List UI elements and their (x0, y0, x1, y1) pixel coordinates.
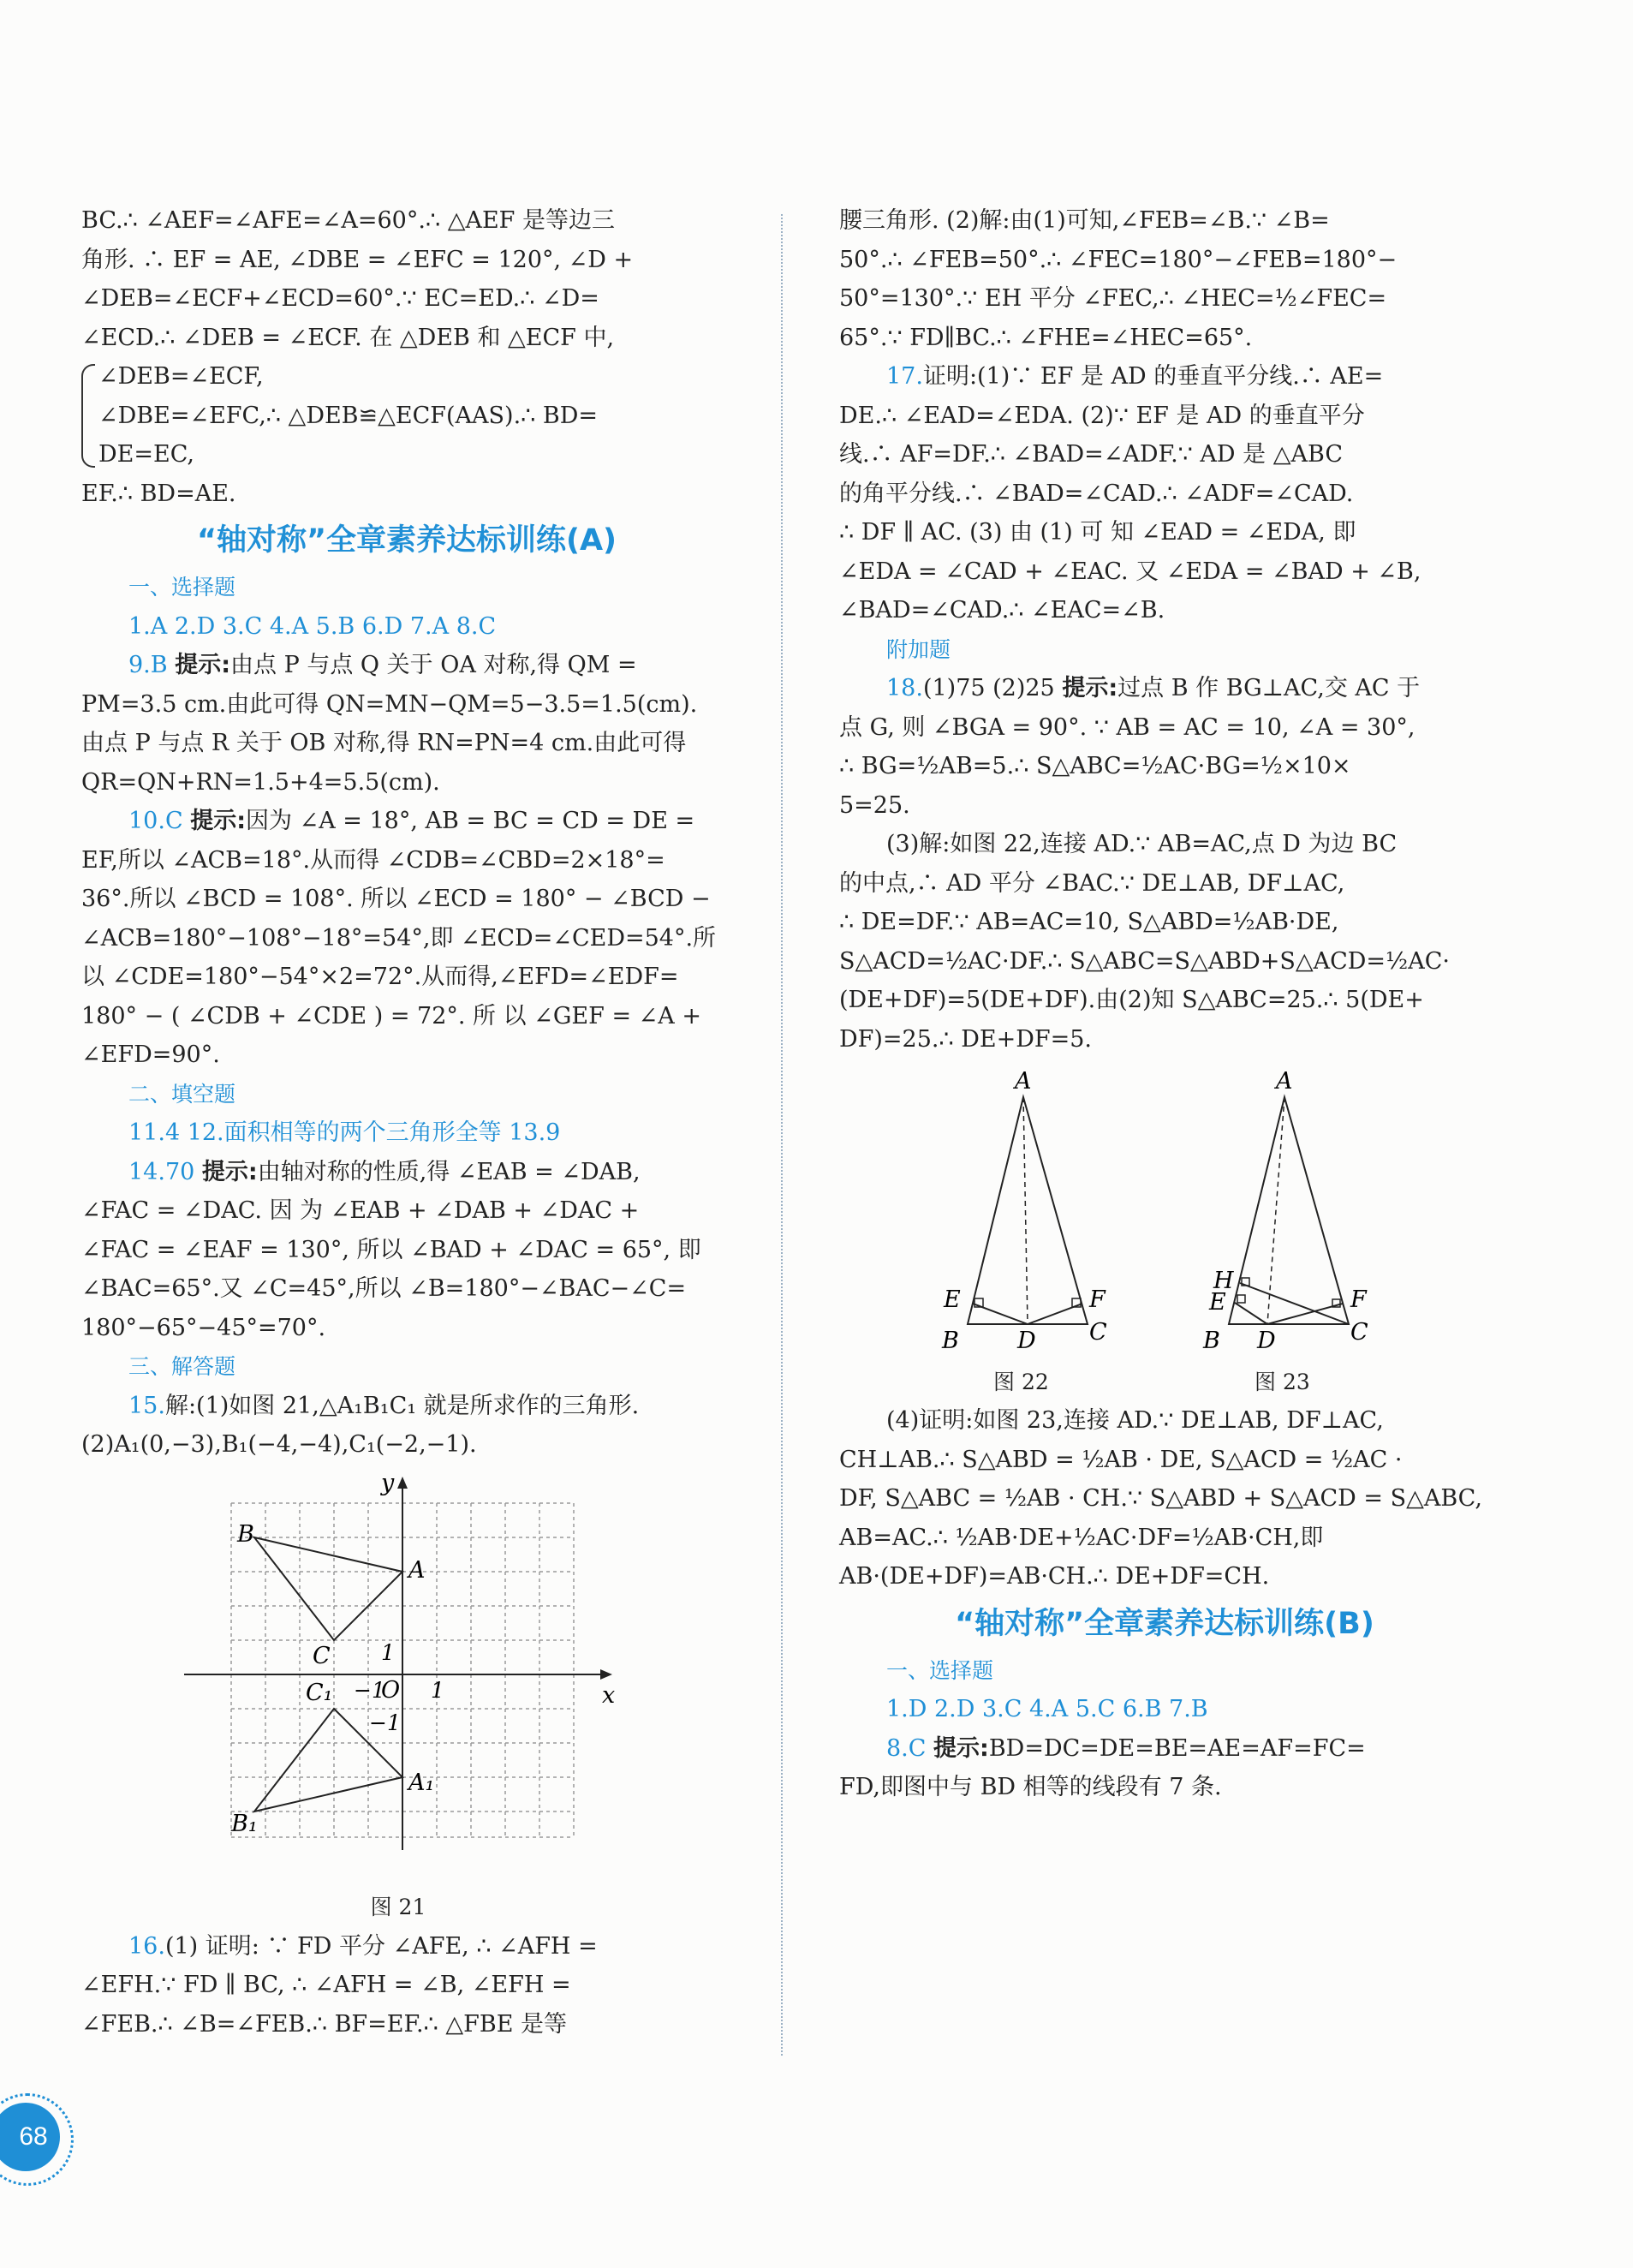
question-18 (839, 669, 1490, 708)
question-9 (81, 646, 732, 685)
equation-system (81, 357, 732, 474)
text-line: 由点 P 与点 Q 关于 OA 对称,得 QM = (230, 652, 637, 678)
segment-de-23 (1235, 1303, 1267, 1324)
text-line: 由轴对称的性质,得 ∠EAB = ∠DAB, (257, 1158, 641, 1185)
x-axis-label: x (602, 1681, 616, 1709)
text-line: ∠FAC = ∠EAF = 130°, 所以 ∠BAD + ∠DAC = 65°, 即 (81, 1236, 701, 1263)
text-line: ∠FEB.∴ ∠B=∠FEB.∴ BF=EF.∴ △FBE 是等 (81, 2010, 567, 2038)
median-ad-22 (1023, 1097, 1028, 1324)
tick-label-x-neg1: −1 (354, 1677, 385, 1703)
tick-label-y-neg1: −1 (369, 1710, 401, 1735)
right-angle-mark (1237, 1295, 1245, 1303)
text-line: 由点 P 与点 R 关于 OB 对称,得 RN=PN=4 cm.由此可得 (81, 730, 687, 756)
text-line: 线.∴ AF=DF.∴ ∠BAD=∠ADF.∵ AD 是 △ABC (839, 441, 1343, 468)
text-line: 证明:(1)∵ EF 是 AD 的垂直平分线.∴ AE= (922, 363, 1384, 390)
text-line: QR=QN+RN=1.5+4=5.5(cm). (81, 768, 440, 796)
text-line: ∠ACB=180°−108°−18°=54°,即 ∠ECD=∠CED=54°.所 (81, 924, 717, 952)
text-line: ∠DEB=∠ECF+∠ECD=60°.∵ EC=ED.∴ ∠D= (81, 285, 599, 312)
text-line: CH⊥AB.∴ S△ABD = ½AB · DE, S△ACD = ½AC · (839, 1446, 1403, 1473)
text-line: 5=25. (839, 791, 910, 819)
text-line: EF.∴ BD=AE. (81, 480, 236, 507)
hint-label: 提示: (201, 1158, 258, 1185)
text-line: ∠EFH.∵ FD ∥ BC, ∴ ∠AFH = ∠B, ∠EFH = (81, 1972, 571, 1998)
text-line: 解:(1)如图 21,△A₁B₁C₁ 就是所求作的三角形. (164, 1392, 640, 1419)
figure-21 (81, 1473, 732, 1919)
label-c: C (1089, 1319, 1107, 1346)
tick-label-x-1: 1 (431, 1677, 444, 1703)
figure-caption: 图 22 (993, 1369, 1049, 1394)
text-line: 180° − ( ∠CDB + ∠CDE ) = 72°. 所 以 ∠GEF = ∠A + (81, 1002, 701, 1030)
answer-list: 1.D 2.D 3.C 4.A 5.C 6.B 7.B (886, 1696, 1208, 1722)
figure-23-drawing (1202, 1068, 1368, 1350)
section-title-b: “轴对称”全章素养达标训练(B) (955, 1606, 1374, 1641)
text-line: 65°.∵ FD∥BC.∴ ∠FHE=∠HEC=65°. (839, 324, 1253, 351)
figure-22-drawing (941, 1068, 1107, 1350)
question-17 (839, 357, 1490, 397)
hint-label: 提示: (933, 1734, 989, 1762)
label-b: B (1203, 1328, 1220, 1350)
point-c1-label: C₁ (306, 1679, 333, 1706)
text-line: 的中点,∴ AD 平分 ∠BAC.∵ DE⊥AB, DF⊥AC, (839, 869, 1345, 897)
label-e: E (1209, 1289, 1226, 1316)
section-title-a: “轴对称”全章素养达标训练(A) (196, 523, 617, 558)
question-number: 17. (886, 363, 923, 390)
question-number: 18. (886, 675, 923, 701)
triangle-diagrams (839, 1067, 1490, 1350)
text-line: ∠FAC = ∠DAC. 因 为 ∠EAB + ∠DAB + ∠DAC + (81, 1197, 640, 1224)
text-line: FD,即图中与 BD 相等的线段有 7 条. (839, 1774, 1222, 1800)
text-line: 50°.∴ ∠FEB=50°.∴ ∠FEC=180°−∠FEB=180°− (839, 246, 1398, 273)
point-c-label: C (313, 1642, 331, 1669)
page-number: 68 (0, 2103, 60, 2171)
label-d: D (1257, 1328, 1276, 1350)
section-heading: 一、选择题 (128, 575, 236, 600)
right-column (839, 201, 1490, 1807)
text-line: (3)解:如图 22,连接 AD.∵ AB=AC,点 D 为边 BC (886, 831, 1398, 857)
text-line: ∠BAC=65°.又 ∠C=45°,所以 ∠B=180°−∠BAC−∠C= (81, 1275, 687, 1302)
text-line: ∴ DF ∥ AC. (3) 由 (1) 可 知 ∠EAD = ∠EDA, 即 (839, 519, 1356, 546)
y-axis-label: y (381, 1472, 395, 1496)
text-line: (1) 证明: ∵ FD 平分 ∠AFE, ∴ ∠AFH = (164, 1932, 598, 1960)
text-line: DE=EC, (98, 441, 194, 468)
text-line: ∠EFD=90°. (81, 1041, 220, 1068)
question-16 (81, 1927, 732, 1967)
tick-label-y-1: 1 (381, 1639, 395, 1665)
text-line: ∴ DE=DF.∵ AB=AC=10, S△ABD=½AB·DE, (839, 909, 1339, 935)
text-line: 腰三角形. (2)解:由(1)可知,∠FEB=∠B.∵ ∠B= (839, 207, 1330, 234)
column-divider (781, 214, 783, 2056)
question-number: 10.C (128, 808, 183, 834)
hint-label: 提示: (175, 652, 231, 678)
question-number: 16. (128, 1932, 165, 1960)
coordinate-grid-diagram (81, 1473, 732, 1876)
text-line: 角形. ∴ EF = AE, ∠DBE = ∠EFC = 120°, ∠D + (81, 246, 634, 273)
triangle-abc-23 (1229, 1097, 1349, 1324)
label-a: A (1015, 1068, 1032, 1095)
text-line: 36°.所以 ∠BCD = 108°. 所以 ∠ECD = 180° − ∠BCD − (81, 886, 711, 912)
text-line: 50°=130°.∵ EH 平分 ∠FEC,∴ ∠HEC=½∠FEC= (839, 285, 1387, 312)
text-line: 以 ∠CDE=180°−54°×2=72°.从而得,∠EFD=∠EDF= (81, 964, 679, 990)
y-axis-arrow (397, 1477, 408, 1489)
question-number: 15. (128, 1392, 165, 1419)
label-c: C (1350, 1319, 1368, 1346)
question-number: 14.70 (128, 1158, 195, 1185)
question-number: 8.C (886, 1734, 927, 1762)
answer-list: 1.A 2.D 3.C 4.A 5.B 6.D 7.A 8.C (128, 612, 497, 640)
segment-df-23 (1267, 1304, 1343, 1324)
figure-caption: 图 21 (370, 1895, 426, 1919)
text-line: (DE+DF)=5(DE+DF).由(2)知 S△ABC=25.∴ 5(DE+ (839, 987, 1424, 1013)
left-brace (81, 364, 95, 468)
question-8 (839, 1729, 1490, 1769)
hint-label: 提示: (1062, 675, 1118, 701)
figure-caption: 图 23 (1255, 1369, 1310, 1394)
answer-list: 11.4 12.面积相等的两个三角形全等 13.9 (128, 1119, 561, 1146)
text-line: ∠DBE=∠EFC,∴ △DEB≌△ECF(AAS).∴ BD= (98, 402, 599, 429)
label-b: B (942, 1328, 959, 1350)
text-line: S△ACD=½AC·DF.∴ S△ABC=S△ABD+S△ACD=½AC· (839, 947, 1450, 975)
label-f: F (1089, 1286, 1106, 1313)
text-line: 点 G, 则 ∠BGA = 90°. ∵ AB = AC = 10, ∠A = 30°, (839, 713, 1415, 741)
text-line: ∠BAD=∠CAD.∴ ∠EAC=∠B. (839, 597, 1165, 624)
question-number: 9.B (128, 652, 168, 678)
label-a: A (1276, 1068, 1293, 1095)
point-b-label: B (237, 1520, 254, 1548)
text-line: 过点 B 作 BG⊥AC,交 AC 于 (1117, 675, 1421, 701)
question-15 (81, 1387, 732, 1426)
text-line: BD=DC=DE=BE=AE=AF=FC= (988, 1734, 1366, 1762)
text-line: EF,所以 ∠ACB=18°.从而得 ∠CDB=∠CBD=2×18°= (81, 846, 665, 874)
text-line: (2)A₁(0,−3),B₁(−4,−4),C₁(−2,−1). (81, 1431, 477, 1458)
triangle-abc (254, 1537, 402, 1640)
label-e: E (944, 1286, 961, 1313)
origin-label: O (381, 1676, 401, 1704)
hint-label: 提示: (190, 808, 247, 834)
x-axis-arrow (600, 1669, 612, 1680)
text-line: 因为 ∠A = 18°, AB = BC = CD = DE = (246, 808, 695, 834)
text-line: DF, S△ABC = ½AB · CH.∵ S△ABD + S△ACD = S△ABC, (839, 1485, 1482, 1512)
section-heading: 附加题 (886, 636, 951, 662)
label-d: D (1017, 1328, 1036, 1350)
figures-22-23 (839, 1067, 1490, 1393)
point-a1-label: A₁ (408, 1769, 435, 1796)
question-14 (81, 1153, 732, 1192)
text-line: DE.∴ ∠EAD=∠EDA. (2)∵ EF 是 AD 的垂直平分 (839, 402, 1365, 429)
text-line: AB·(DE+DF)=AB·CH.∴ DE+DF=CH. (839, 1563, 1270, 1590)
question-10 (81, 802, 732, 841)
text-line: 的角平分线.∴ ∠BAD=∠CAD.∴ ∠ADF=∠CAD. (839, 480, 1354, 507)
text-line: (4)证明:如图 23,连接 AD.∵ DE⊥AB, DF⊥AC, (886, 1407, 1384, 1434)
text-line: ∠ECD.∴ ∠DEB = ∠ECF. 在 △DEB 和 △ECF 中, (81, 324, 615, 351)
label-f: F (1350, 1286, 1367, 1313)
text-line: ∴ BG=½AB=5.∴ S△ABC=½AC·BG=½×10× (839, 753, 1351, 779)
text-line: BC.∴ ∠AEF=∠AFE=∠A=60°.∴ △AEF 是等边三 (81, 207, 615, 234)
point-a-label: A (408, 1556, 426, 1584)
section-heading: 三、解答题 (128, 1354, 236, 1379)
text-line: PM=3.5 cm.由此可得 QN=MN−QM=5−3.5=1.5(cm). (81, 690, 698, 718)
section-heading: 一、选择题 (886, 1657, 994, 1683)
left-column (81, 201, 732, 2044)
label-h: H (1213, 1268, 1234, 1294)
text-line: (1)75 (2)25 (922, 675, 1055, 701)
text-line: AB=AC.∴ ½AB·DE+½AC·DF=½AB·CH,即 (839, 1524, 1324, 1551)
text-line: DF)=25.∴ DE+DF=5. (839, 1025, 1092, 1053)
text-line: ∠DEB=∠ECF, (98, 363, 264, 390)
section-heading: 二、填空题 (128, 1081, 236, 1107)
text-line: 180°−65°−45°=70°. (81, 1314, 326, 1341)
text-line: ∠EDA = ∠CAD + ∠EAC. 又 ∠EDA = ∠BAD + ∠B, (839, 558, 1421, 585)
point-b1-label: B₁ (231, 1810, 258, 1837)
